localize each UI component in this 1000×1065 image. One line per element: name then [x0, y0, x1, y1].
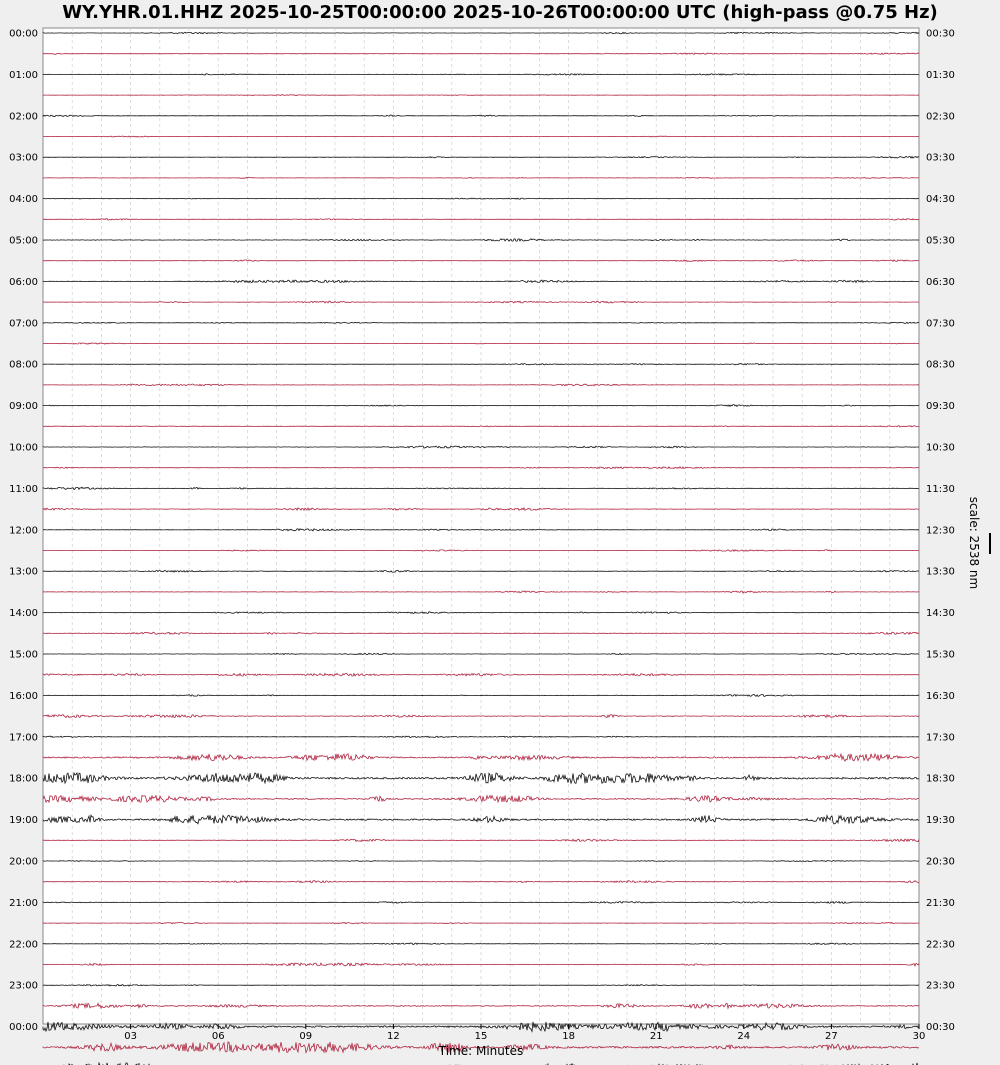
left-tick-label: 16:00: [9, 690, 38, 702]
right-tick-label: 06:30: [926, 276, 955, 288]
left-tick-label: 23:00: [9, 980, 38, 992]
left-tick-label: 03:00: [9, 152, 38, 164]
right-tick-label: 11:30: [926, 483, 955, 495]
left-tick-label: 19:00: [9, 815, 38, 827]
left-tick-label: 12:00: [9, 525, 38, 537]
right-tick-label: 21:30: [926, 897, 955, 909]
left-tick-label: 15:00: [9, 649, 38, 661]
left-tick-label: 05:00: [9, 235, 38, 247]
left-tick-label: 18:00: [9, 773, 38, 785]
x-axis-label: Time: Minutes: [438, 1044, 524, 1058]
right-tick-label: 00:30: [926, 28, 955, 40]
left-axis: [9, 29, 38, 1034]
left-tick-label: 02:00: [9, 111, 38, 123]
x-tick-label: 24: [737, 1031, 751, 1042]
right-tick-label: 17:30: [926, 732, 955, 744]
x-tick-label: 15: [474, 1031, 488, 1042]
right-tick-label: 13:30: [926, 566, 955, 578]
left-tick-label: 09:00: [9, 401, 38, 413]
right-tick-label: 14:30: [926, 608, 955, 620]
right-tick-label: 05:30: [926, 235, 955, 247]
left-tick-label: 00:00: [9, 1022, 38, 1034]
right-tick-label: 19:30: [926, 815, 955, 827]
left-tick-label: 13:00: [9, 566, 38, 578]
left-tick-label: 20:00: [9, 856, 38, 868]
scale-indicator: [967, 497, 990, 589]
x-tick-label: 21: [649, 1031, 663, 1042]
right-tick-label: 00:30: [926, 1022, 955, 1034]
right-tick-label: 20:30: [926, 856, 955, 868]
right-tick-label: 15:30: [926, 649, 955, 661]
x-tick-label: 12: [387, 1031, 400, 1042]
right-tick-label: 10:30: [926, 442, 955, 454]
left-tick-label: 01:00: [9, 69, 38, 81]
trace-line: [43, 95, 919, 96]
x-tick-label: 27: [825, 1031, 838, 1042]
right-tick-label: 09:30: [926, 401, 955, 413]
right-tick-label: 16:30: [926, 690, 955, 702]
right-tick-label: 07:30: [926, 318, 955, 330]
left-tick-label: 22:00: [9, 939, 38, 951]
right-tick-label: 01:30: [926, 69, 955, 81]
right-tick-label: 08:30: [926, 359, 955, 371]
chart-title: WY.YHR.01.HHZ 2025-10-25T00:00:00 2025-10-26T00:00:00 UTC (high-pass @0.75 Hz): [62, 2, 938, 23]
right-tick-label: 03:30: [926, 152, 955, 164]
x-tick-label: 30: [912, 1031, 926, 1042]
right-tick-label: 02:30: [926, 111, 955, 123]
x-tick-label: 06: [211, 1031, 225, 1042]
right-tick-label: 23:30: [926, 980, 955, 992]
right-tick-label: 04:30: [926, 194, 955, 206]
right-tick-label: 12:30: [926, 525, 955, 537]
left-tick-label: 06:00: [9, 276, 38, 288]
x-tick-label: 09: [299, 1031, 313, 1042]
left-tick-label: 21:00: [9, 897, 38, 909]
left-tick-label: 11:00: [9, 483, 38, 495]
right-tick-label: 18:30: [926, 773, 955, 785]
left-tick-label: 00:00: [9, 28, 38, 40]
x-tick-label: 03: [124, 1031, 137, 1042]
left-tick-label: 17:00: [9, 732, 38, 744]
scale-label: scale: 2538 nm: [967, 496, 981, 590]
left-tick-label: 04:00: [9, 194, 38, 206]
x-tick-label: 18: [562, 1031, 575, 1042]
left-tick-label: 07:00: [9, 318, 38, 330]
right-axis: [926, 29, 955, 1034]
left-tick-label: 10:00: [9, 442, 38, 454]
left-tick-label: 14:00: [9, 608, 38, 620]
left-tick-label: 08:00: [9, 359, 38, 371]
right-tick-label: 22:30: [926, 939, 955, 951]
